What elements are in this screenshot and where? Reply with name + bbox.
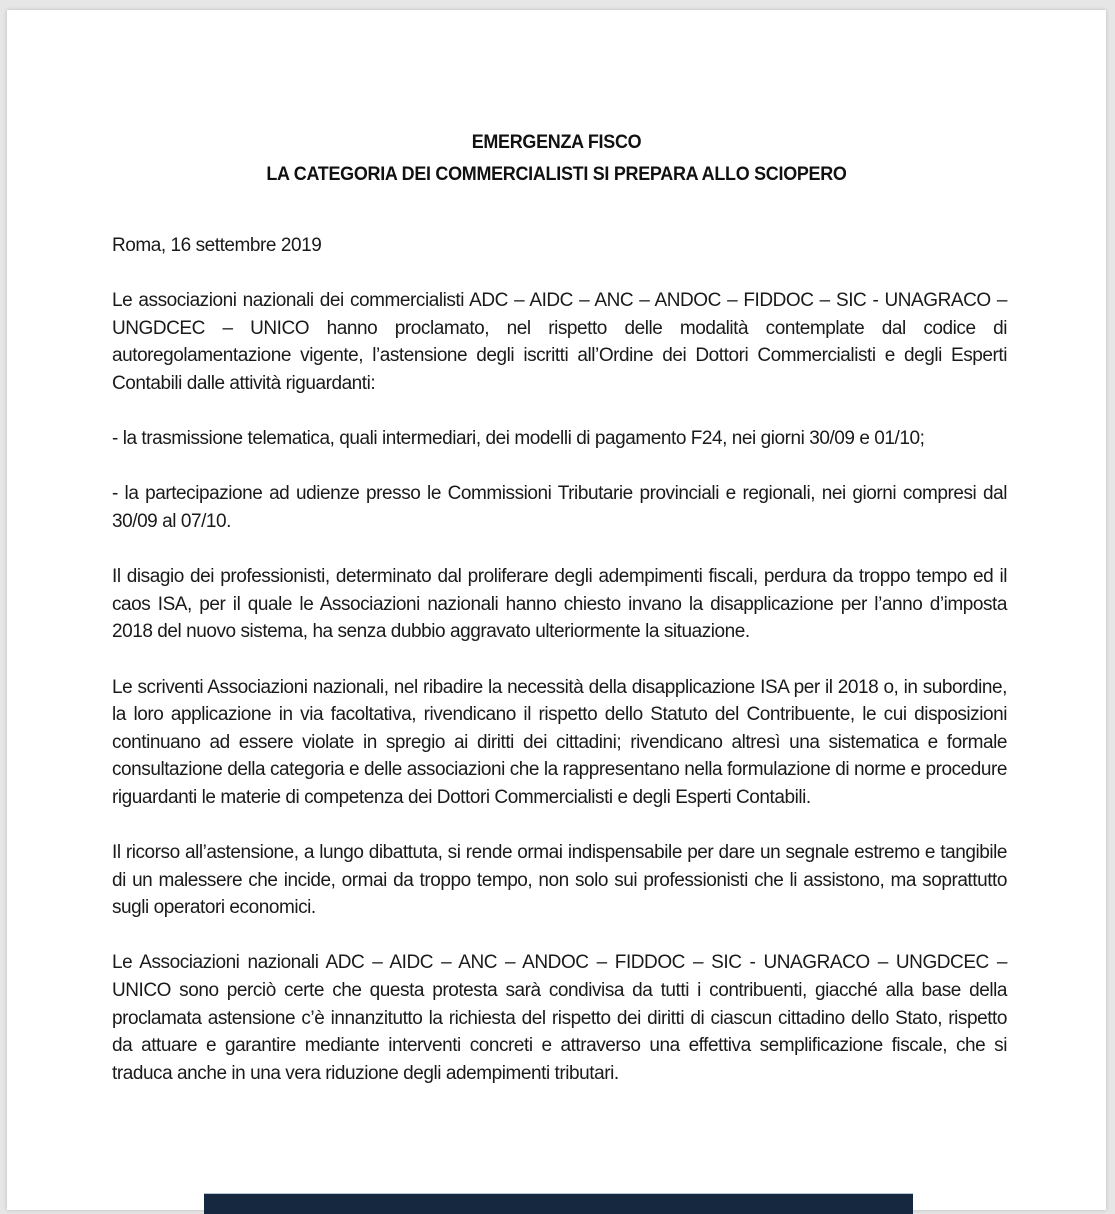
document-page (7, 10, 1106, 1210)
paragraph: Il ricorso all’astensione, a lungo dibattuta, si rende ormai indispensabile per dare un segnale estremo e tangibile di un malessere che incide, ormai da troppo tempo, non solo sui professionisti che li assistono, ma soprattutto sugli operatori economici. (112, 842, 1007, 919)
document-title (51, 126, 1062, 190)
bullet-item: - la partecipazione ad udienze presso le Commissioni Tributarie provinciali e regionali, nei giorni compresi dal 30/09 al 07/10. (112, 483, 1007, 532)
document-body (112, 232, 1007, 1115)
footer-banner (204, 1193, 913, 1214)
title-line-1: EMERGENZA FISCO (471, 131, 642, 153)
title-line-2: LA CATEGORIA DEI COMMERCIALISTI SI PREPARA ALLO SCIOPERO (266, 163, 847, 185)
paragraph: Le scriventi Associazioni nazionali, nel ribadire la necessità della disapplicazione ISA per il 2018 o, in subordine, la loro applicazione in via facoltativa, rivendicano il rispetto dello Statuto del Contribuente, le cui disposizioni continuano ad essere violate in spregio ai diritti dei cittadini; rivendicano altresì una sistematica e formale consultazione della categoria e delle associazioni che la rappresentano nella formulazione di norme e procedure riguardanti le materie di competenza dei Dottori Commercialisti e degli Esperti Contabili. (112, 676, 1007, 808)
dateline: Roma, 16 settembre 2019 (112, 235, 322, 256)
paragraph: Le Associazioni nazionali ADC – AIDC – ANC – ANDOC – FIDDOC – SIC - UNAGRACO – UNGDCEC – UNICO sono perciò certe che questa protesta sarà condivisa da tutti i contribuenti, giacché alla base della proclamata astensione c’è innanzitutto la richiesta del rispetto dei diritti di ciascun cittadino dello Stato, rispetto da attuare e garantire mediante interventi concreti e attraverso una effettiva semplificazione fiscale, che si traduca anche in una vera riduzione degli adempimenti tributari. (112, 952, 1007, 1084)
paragraph: Il disagio dei professionisti, determinato dal proliferare degli adempimenti fiscali, perdura da troppo tempo ed il caos ISA, per il quale le Associazioni nazionali hanno chiesto invano la disapplicazione per l’anno d’imposta 2018 del nuovo sistema, ha senza dubbio aggravato ulteriormente la situazione. (112, 566, 1007, 643)
paragraph: Le associazioni nazionali dei commercialisti ADC – AIDC – ANC – ANDOC – FIDDOC – SIC - UNAGRACO – UNGDCEC – UNICO hanno proclamato, nel rispetto delle modalità contemplate dal codice di autoregolamentazione vigente, l’astensione degli iscritti all’Ordine dei Dottori Commercialisti e degli Esperti Contabili dalle attività riguardanti: (112, 290, 1007, 394)
bullet-item: - la trasmissione telematica, quali intermediari, dei modelli di pagamento F24, nei giorni 30/09 e 01/10; (112, 428, 925, 450)
